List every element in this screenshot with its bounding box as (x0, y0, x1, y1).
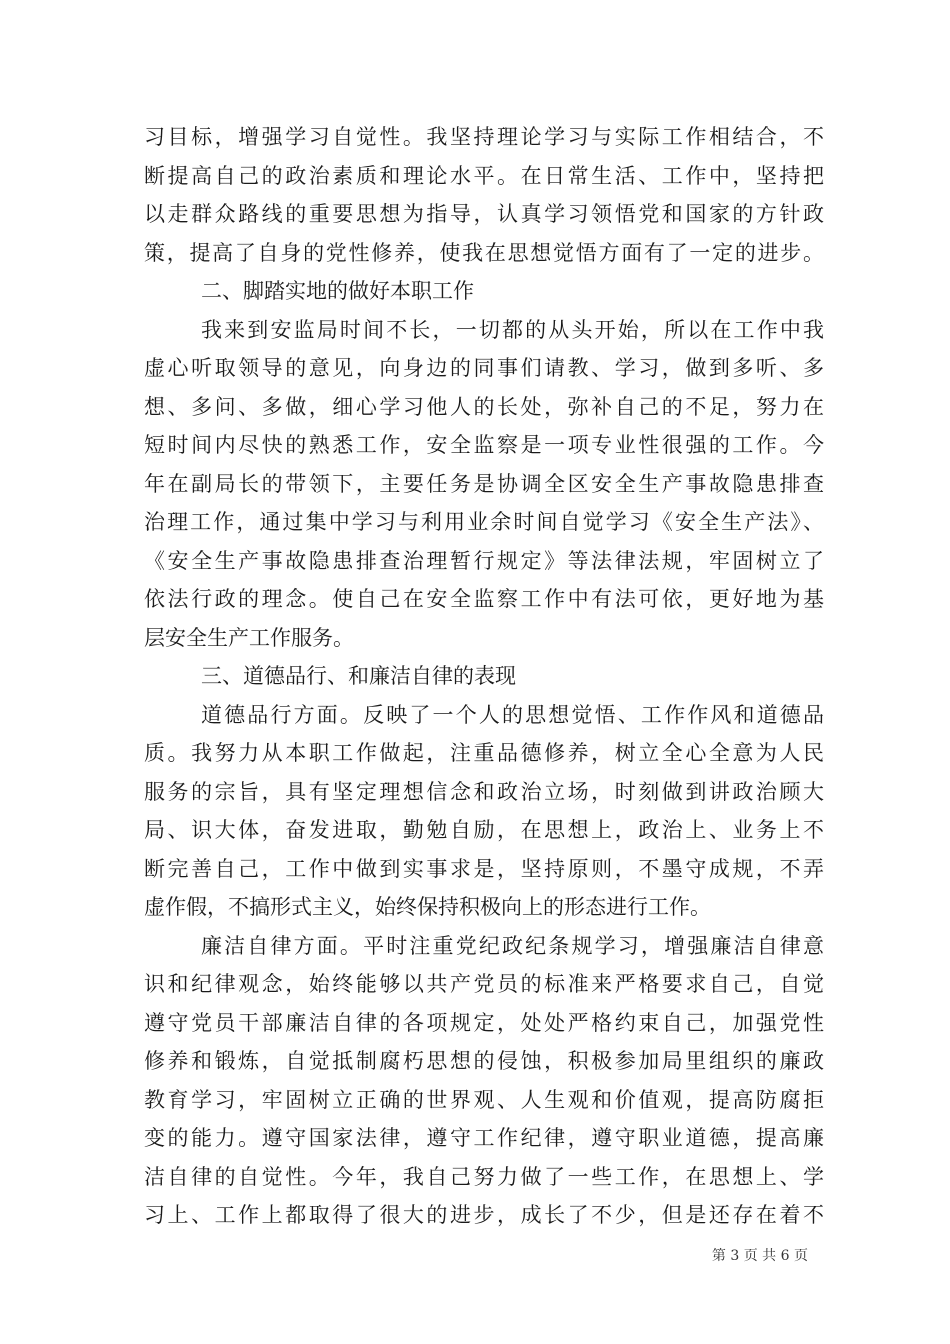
text-line: 策，提高了自身的党性修养，使我在思想觉悟方面有了一定的进步。 (144, 240, 824, 265)
text-line: 想、多问、多做，细心学习他人的长处，弥补自己的不足，努力在 (144, 394, 824, 419)
text-line: 习上、工作上都取得了很大的进步，成长了不少，但是还存在着不 (144, 1203, 824, 1227)
text-line: 修养和锻炼，自觉抵制腐朽思想的侵蚀，积极参加局里组织的廉政 (144, 1049, 824, 1073)
text-line: 三、道德品行、和廉洁自律的表现 (201, 664, 516, 688)
text-line: 变的能力。遵守国家法律，遵守工作纪律，遵守职业道德，提高廉 (144, 1126, 824, 1150)
text-line: 断完善自己，工作中做到实事求是，坚持原则，不墨守成规，不弄 (144, 856, 824, 881)
text-line: 治理工作，通过集中学习与利用业余时间自觉学习《安全生产法》、 (144, 510, 824, 534)
text-line: 教育学习，牢固树立正确的世界观、人生观和价值观，提高防腐拒 (144, 1087, 824, 1112)
text-line: 虚作假，不搞形式主义，始终保持积极向上的形态进行工作。 (144, 895, 711, 919)
text-line: 《安全生产事故隐患排查治理暂行规定》等法律法规，牢固树立了 (144, 548, 824, 573)
text-line: 廉洁自律方面。平时注重党纪政纪条规学习，增强廉洁自律意 (201, 933, 824, 958)
text-line: 遵守党员干部廉洁自律的各项规定，处处严格约束自己，加强党性 (144, 1010, 824, 1035)
text-line: 洁自律的自觉性。今年，我自己努力做了一些工作，在思想上、学 (144, 1164, 824, 1189)
text-line: 依法行政的理念。使自己在安全监察工作中有法可依，更好地为基 (144, 587, 824, 611)
text-line: 我来到安监局时间不长，一切都的从头开始，所以在工作中我 (201, 317, 824, 342)
text-line: 识和纪律观念，始终能够以共产党员的标准来严格要求自己，自觉 (144, 972, 824, 996)
text-line: 二、脚踏实地的做好本职工作 (201, 279, 474, 303)
text-line: 道德品行方面。反映了一个人的思想觉悟、工作作风和道德品 (201, 702, 824, 727)
text-line: 短时间内尽快的熟悉工作，安全监察是一项专业性很强的工作。今 (144, 433, 824, 457)
text-line: 习目标，增强学习自觉性。我坚持理论学习与实际工作相结合，不 (144, 125, 824, 149)
text-line: 服务的宗旨，具有坚定理想信念和政治立场，时刻做到讲政治顾大 (144, 779, 824, 804)
text-line: 断提高自己的政治素质和理论水平。在日常生活、工作中，坚持把 (144, 163, 824, 188)
text-line: 质。我努力从本职工作做起，注重品德修养，树立全心全意为人民 (144, 741, 824, 765)
text-line: 虚心听取领导的意见，向身边的同事们请教、学习，做到多听、多 (144, 356, 824, 380)
body-text (144, 118, 824, 1235)
text-line: 以走群众路线的重要思想为指导，认真学习领悟党和国家的方针政 (144, 202, 824, 226)
page-number: 第 3 页 共 6 页 (711, 1248, 808, 1264)
text-line: 年在副局长的带领下，主要任务是协调全区安全生产事故隐患排查 (144, 471, 824, 496)
text-line: 局、识大体，奋发进取，勤勉自励，在思想上，政治上、业务上不 (144, 818, 824, 842)
text-line: 层安全生产工作服务。 (144, 625, 354, 650)
